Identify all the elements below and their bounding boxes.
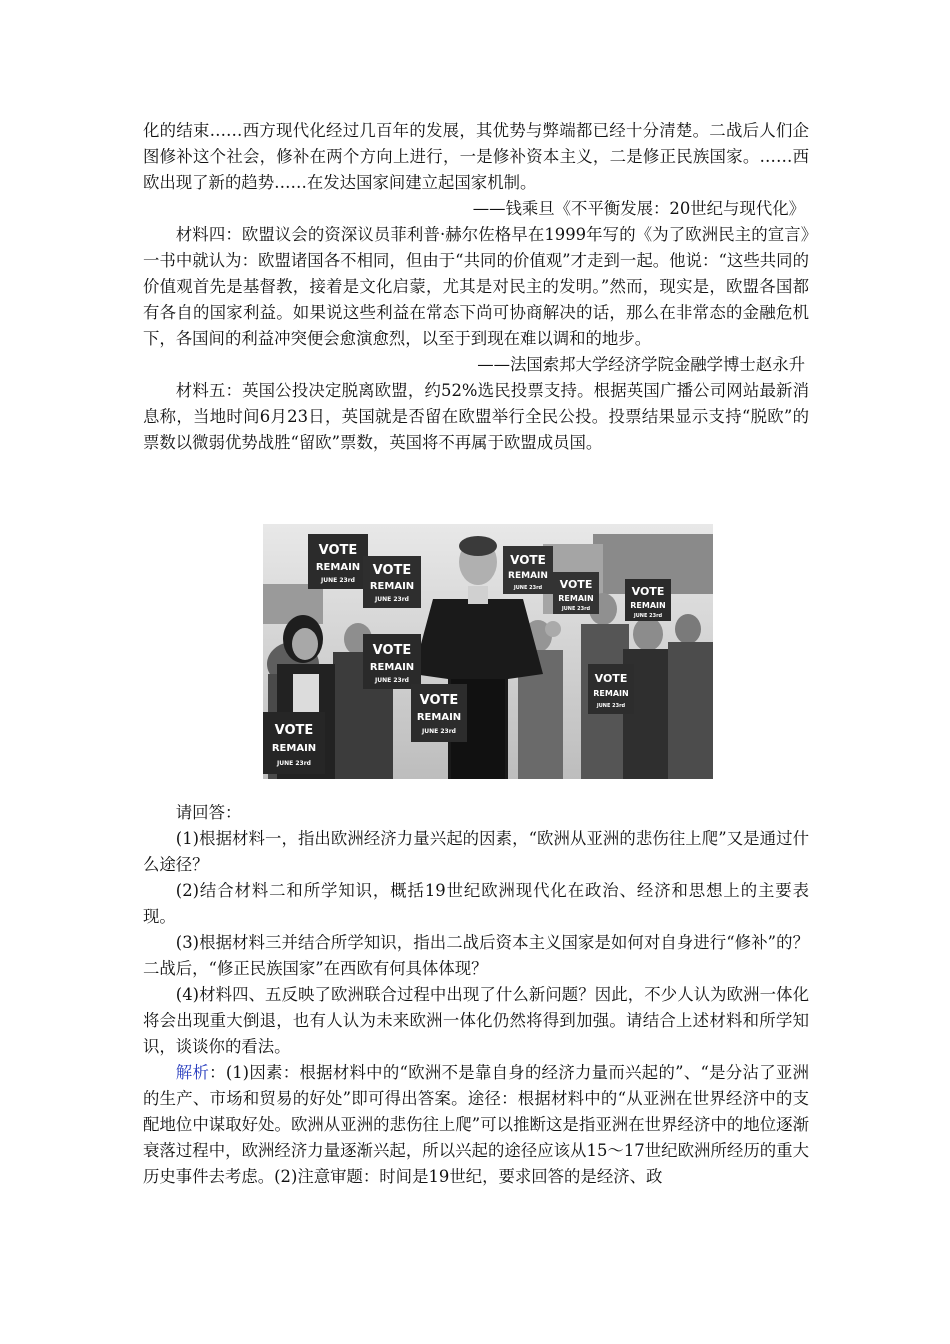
question-3: (3)根据材料三并结合所学知识，指出二战后资本主义国家是如何对自身进行“修补”的？二战后，“修正民族国家”在西欧有何具体体现？ xyxy=(143,933,809,978)
analysis-label: 解析 xyxy=(175,1063,210,1082)
svg-text:JUNE 23rd: JUNE 23rd xyxy=(596,703,626,709)
analysis-text: ：(1)因素：根据材料中的“欧洲不是靠自身的经济力量而兴起的”、“是分沾了亚洲的生产、市场和贸易的好处”即可得出答案。途径：根据材料中的“从亚洲在世界经济中的支配地位中谋取好处。欧洲从亚洲的悲伤往上爬”可以推断这是指亚洲在世界经济中的地位逐渐衰落过程中，欧洲经济力量逐渐兴起，所以兴起的途径应该从15～17世纪欧洲所经历的重大历史事件去考虑。(2)注意审题：时间是19世纪，要求回答的是经济、政 xyxy=(143,1063,809,1186)
svg-text:REMAIN: REMAIN xyxy=(315,562,361,573)
question-4: (4)材料四、五反映了欧洲联合过程中出现了什么新问题？因此，不少人认为欧洲一体化将会出现重大倒退，也有人认为未来欧洲一体化仍然将得到加强。请结合上述材料和所学知识，谈谈你的看法。 xyxy=(143,985,809,1056)
svg-text:REMAIN: REMAIN xyxy=(593,689,629,698)
question-1: (1)根据材料一，指出欧洲经济力量兴起的因素，“欧洲从亚洲的悲伤往上爬”又是通过什么途径？ xyxy=(143,829,809,874)
vote-remain-sign xyxy=(411,684,467,742)
questions-intro: 请回答： xyxy=(175,803,242,822)
rally-photo xyxy=(263,524,713,779)
svg-text:VOTE: VOTE xyxy=(372,643,412,658)
source-citation-qian: ——钱乘旦《不平衡发展：20世纪与现代化》 xyxy=(472,199,805,218)
svg-text:VOTE: VOTE xyxy=(594,672,628,685)
material-five-paragraph: 材料五：英国公投决定脱离欧盟，约52%选民投票支持。根据英国广播公司网站最新消息称，当地时间6月23日，英国就是否留在欧盟举行全民公投。投票结果显示支持“脱欧”的票数以微弱优势战胜“留欧”票数，英国将不再属于欧盟成员国。 xyxy=(143,381,809,452)
svg-text:JUNE 23rd: JUNE 23rd xyxy=(633,613,663,619)
svg-text:REMAIN: REMAIN xyxy=(558,594,594,603)
svg-text:VOTE: VOTE xyxy=(318,543,358,558)
questions-section xyxy=(143,800,809,1190)
svg-text:REMAIN: REMAIN xyxy=(630,601,666,610)
svg-text:VOTE: VOTE xyxy=(419,693,459,708)
vote-remain-sign xyxy=(363,556,421,608)
vote-remain-sign xyxy=(308,534,368,589)
source-citation-zhao: ——法国索邦大学经济学院金融学博士赵永升 xyxy=(477,355,805,374)
vote-remain-sign xyxy=(503,546,553,594)
svg-text:JUNE 23rd: JUNE 23rd xyxy=(422,728,456,735)
svg-text:JUNE 23rd: JUNE 23rd xyxy=(375,596,409,603)
material-three-continuation: 化的结束……西方现代化经过几百年的发展，其优势与弊端都已经十分清楚。二战后人们企图修补这个社会，修补在两个方向上进行，一是修补资本主义，二是修正民族国家。……西欧出现了新的趋势……在发达国家间建立起国家机制。 xyxy=(143,121,809,192)
svg-text:VOTE: VOTE xyxy=(510,553,546,567)
analysis-paragraph xyxy=(143,1060,809,1190)
svg-text:VOTE: VOTE xyxy=(274,723,314,738)
svg-text:VOTE: VOTE xyxy=(631,585,665,598)
vote-remain-sign xyxy=(553,572,599,614)
svg-text:REMAIN: REMAIN xyxy=(508,571,548,581)
svg-text:REMAIN: REMAIN xyxy=(369,581,415,592)
vote-remain-sign xyxy=(263,712,325,774)
material-four-paragraph: 材料四：欧盟议会的资深议员菲利普·赫尔佐格早在1999年写的《为了欧洲民主的宣言》一书中就认为：欧盟诸国各不相同，但由于“共同的价值观”才走到一起。他说：“这些共同的价值观首先是基督教，接着是文化启蒙，尤其是对民主的发明。”然而，现实是，欧盟各国都有各自的国家利益。如果说这些利益在常态下尚可协商解决的话，那么在非常态的金融危机下，各国间的利益冲突便会愈演愈烈，以至于到现在难以调和的地步。 xyxy=(143,225,809,348)
svg-text:VOTE: VOTE xyxy=(372,563,412,578)
svg-text:JUNE 23rd: JUNE 23rd xyxy=(375,677,409,684)
svg-text:JUNE 23rd: JUNE 23rd xyxy=(513,585,543,591)
svg-text:JUNE 23rd: JUNE 23rd xyxy=(277,760,311,767)
svg-text:REMAIN: REMAIN xyxy=(416,712,462,723)
svg-text:JUNE 23rd: JUNE 23rd xyxy=(561,606,591,612)
material-four-section xyxy=(143,222,809,378)
vote-remain-sign xyxy=(625,579,671,621)
rally-photo-illustration xyxy=(263,524,713,779)
vote-remain-sign xyxy=(588,664,634,714)
svg-text:REMAIN: REMAIN xyxy=(271,743,317,754)
material-three-section xyxy=(143,118,809,222)
svg-text:JUNE 23rd: JUNE 23rd xyxy=(321,577,355,584)
question-2: (2)结合材料二和所学知识，概括19世纪欧洲现代化在政治、经济和思想上的主要表现。 xyxy=(143,881,809,926)
svg-text:VOTE: VOTE xyxy=(559,578,593,591)
svg-text:REMAIN: REMAIN xyxy=(369,662,415,673)
material-five-section xyxy=(143,378,809,456)
vote-remain-sign xyxy=(363,634,421,689)
